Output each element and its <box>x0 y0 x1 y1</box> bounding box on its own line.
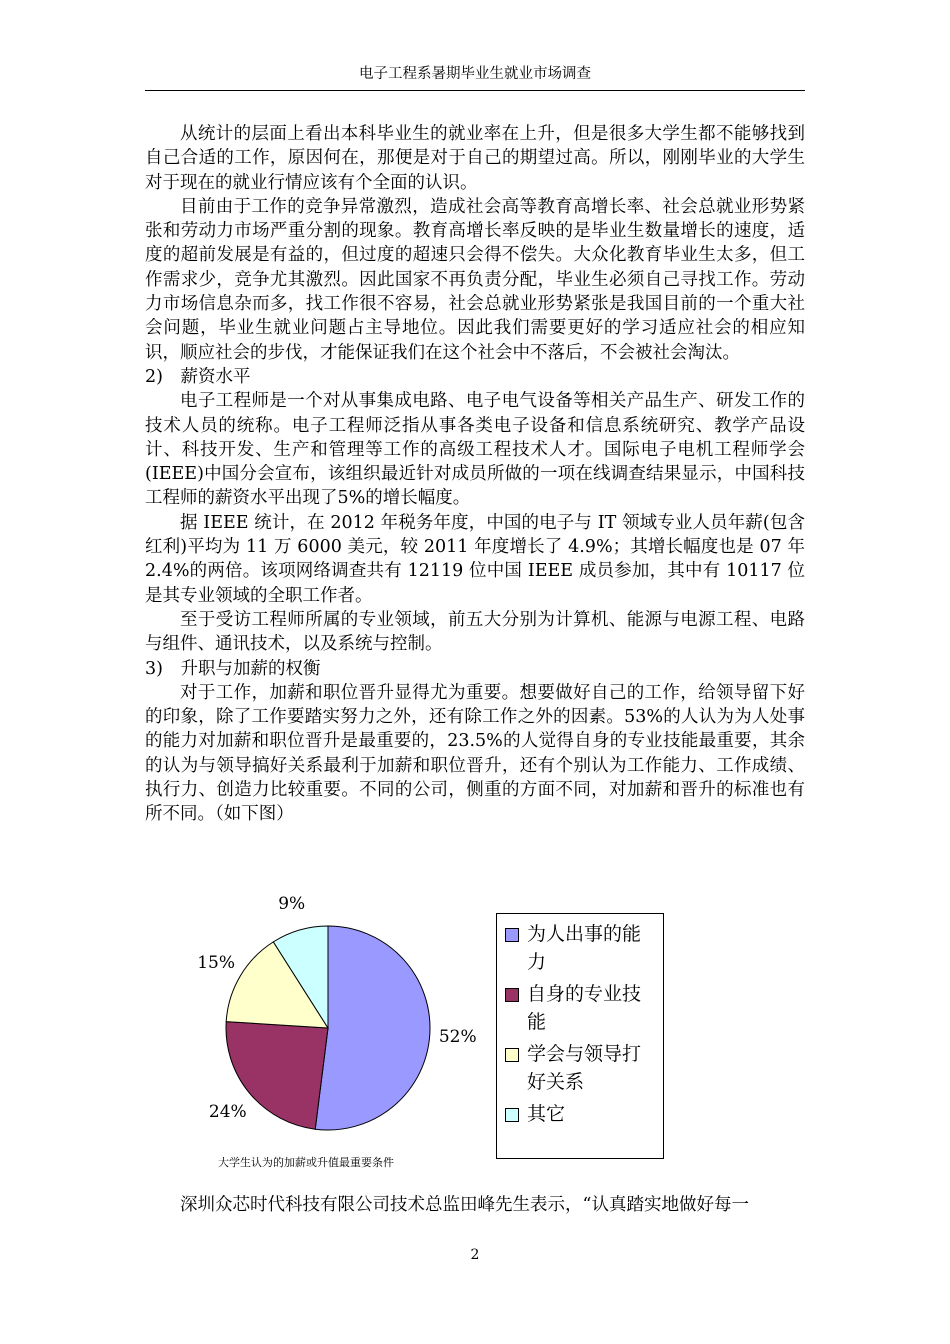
chart-title: 大学生认为的加薪或升值最重要条件 <box>218 1156 394 1169</box>
legend-label-0: 为人出事的能力 <box>527 923 642 973</box>
pie-label-0: 52% <box>438 1027 477 1048</box>
legend-label-2: 学会与领导打好关系 <box>527 1043 642 1093</box>
pie-slice-0 <box>315 926 430 1130</box>
paragraph-1: 从统计的层面上看出本科毕业生的就业率在上升，但是很多大学生都不能够找到自己合适的工作，原因何在，那便是对于自己的期望过高。所以，刚刚毕业的大学生对于现在的就业行情应该有个全面的认识。 <box>145 124 805 193</box>
page-number: 2 <box>470 1247 480 1263</box>
legend-item-3 <box>505 1100 657 1128</box>
pie-chart <box>188 895 678 1175</box>
legend-swatch-2 <box>505 1048 519 1062</box>
document-body <box>145 122 805 827</box>
pie-chart-svg <box>188 895 488 1155</box>
section-heading-salary: 2) 薪资水平 <box>145 366 251 387</box>
paragraph-5: 至于受访工程师所属的专业领域，前五大分别为计算机、能源与电源工程、电路与组件、通讯技术，以及系统与控制。 <box>145 609 805 655</box>
pie-label-2: 15% <box>197 952 236 973</box>
page-header: 电子工程系暑期毕业生就业市场调查 <box>359 66 591 82</box>
paragraph-6: 对于工作，加薪和职位晋升显得尤为重要。想要做好自己的工作，给领导留下好的印象，除了工作要踏实努力之外，还有除工作之外的因素。53%的人认为为人处事的能力对加薪和职位晋升是最重要的，23.5%的人觉得自身的专业技能最重要，其余的认为与领导搞好关系最利于加薪和职位晋升，还有个别认为工作能力、工作成绩、执行力、创造力比较重要。不同的公司，侧重的方面不同，对加薪和晋升的标准也有所不同。（如下图） <box>145 682 805 825</box>
legend-item-1 <box>505 980 657 1036</box>
legend-swatch-3 <box>505 1108 519 1122</box>
legend-item-0 <box>505 920 657 976</box>
pie-label-3: 9% <box>278 894 306 915</box>
legend-swatch-1 <box>505 988 519 1002</box>
legend-swatch-0 <box>505 928 519 942</box>
paragraph-7: 深圳众芯时代科技有限公司技术总监田峰先生表示，“认真踏实地做好每一 <box>180 1195 749 1215</box>
paragraph-4: 据 IEEE 统计，在 2012 年税务年度，中国的电子与 IT 领域专业人员年薪(包含红利)平均为 11 万 6000 美元，较 2011 年度增长了 4.9%；其增长幅度也是 07 年 2.4%的两倍。该项网络调查共有 12119 位中国 IEEE 成员参加，其中有 10117 位是其专业领域的全职工作者。 <box>145 512 805 606</box>
legend-label-3: 其它 <box>527 1103 566 1125</box>
paragraph-3: 电子工程师是一个对从事集成电路、电子电气设备等相关产品生产、研发工作的技术人员的统称。电子工程师泛指从事各类电子设备和信息系统研究、教学产品设计、科技开发、生产和管理等工作的高级工程技术人才。国际电子电机工程师学会(IEEE)中国分会宣布，该组织最近针对成员所做的一项在线调查结果显示，中国科技工程师的薪资水平出现了5%的增长幅度。 <box>145 391 805 509</box>
legend-item-2 <box>505 1040 657 1096</box>
pie-label-1: 24% <box>208 1101 247 1122</box>
chart-legend <box>496 913 664 1159</box>
legend-label-1: 自身的专业技能 <box>527 983 642 1033</box>
paragraph-2: 目前由于工作的竞争异常激烈，造成社会高等教育高增长率、社会总就业形势紧张和劳动力市场严重分割的现象。教育高增长率反映的是毕业生数量增长的速度，适度的超前发展是有益的，但过度的超速只会得不偿失。大众化教育毕业生太多，但工作需求少，竞争尤其激烈。因此国家不再负责分配，毕业生必须自己寻找工作。劳动力市场信息杂而多，找工作很不容易，社会总就业形势紧张是我国目前的一个重大社会问题，毕业生就业问题占主导地位。因此我们需要更好的学习适应社会的相应知识，顺应社会的步伐，才能保证我们在这个社会中不落后，不会被社会淘汰。 <box>145 196 805 363</box>
section-heading-promotion: 3) 升职与加薪的权衡 <box>145 658 321 679</box>
header-rule <box>145 90 805 91</box>
